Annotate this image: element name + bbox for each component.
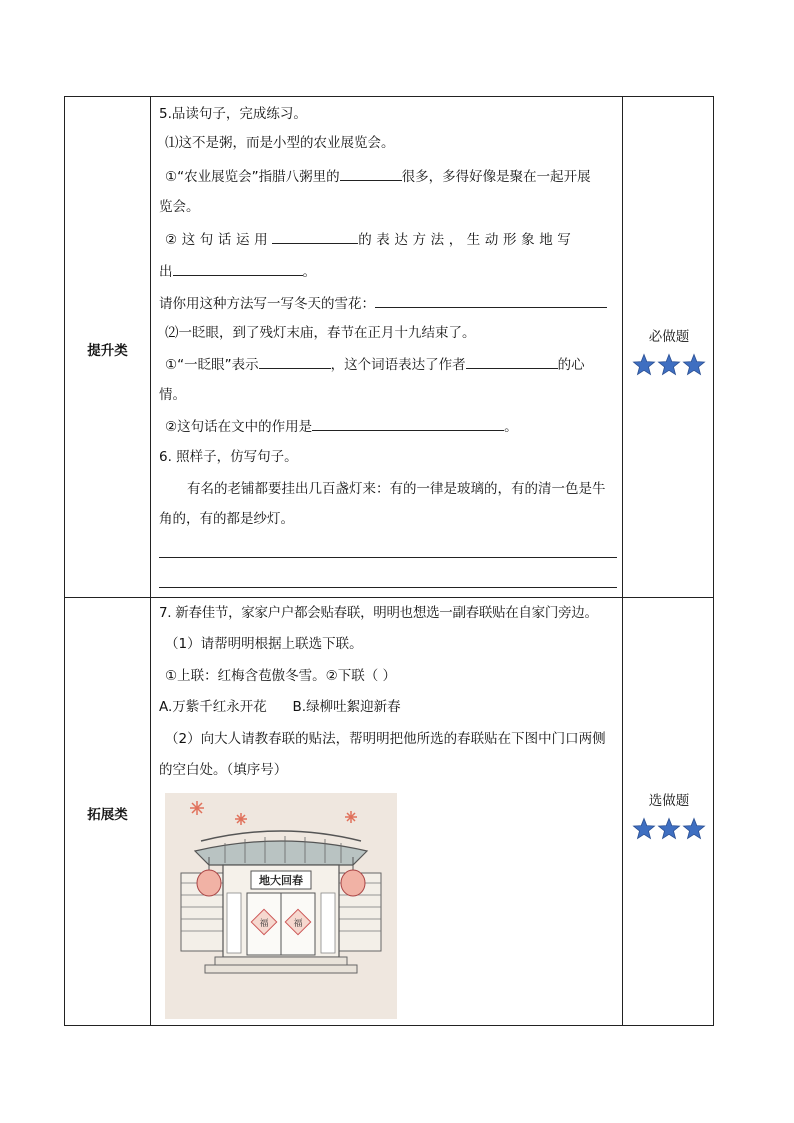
question-line: （1）请帮明明根据上联选下联。 [165,636,363,652]
star-icon [632,817,656,841]
star-rating [623,817,715,841]
couplet-blank-left[interactable] [227,893,241,953]
category-label: 提升类 [87,343,128,359]
firework-icon [190,801,204,815]
door-char: 福 [293,919,303,929]
answer-line[interactable] [159,557,617,558]
couplet-blank-right[interactable] [321,893,335,953]
column-divider [622,97,623,1025]
question-line: 情。 [159,387,186,403]
door-char: 福 [259,919,269,929]
difficulty-label: 必做题 [648,329,690,345]
question-line: ①上联：红梅含苞傲冬雪。②下联（ ） [165,668,396,684]
difficulty-label: 选做题 [648,793,690,809]
answer-blank[interactable] [173,261,303,276]
answer-blank[interactable] [312,416,504,431]
category-label: 拓展类 [87,807,128,823]
star-icon [682,817,706,841]
answer-line[interactable] [159,587,617,588]
example-sentence: 有名的老铺都要挂出几百盏灯来：有的一律是玻璃的，有的清一色是牛 [187,481,606,497]
question-line: ②这句话在文中的作用是 。 [165,416,518,437]
question-line: （2）向大人请教春联的贴法，帮明明把他所选的春联贴在下图中门口两侧 [165,731,606,747]
house-gate-picture [165,793,397,1019]
difficulty-cell [623,789,715,841]
plaque-text: 地大回春 [259,874,303,887]
column-divider [150,97,151,1025]
answer-blank[interactable] [375,293,607,308]
row-divider [65,597,713,598]
answer-blank[interactable] [272,229,358,244]
star-icon [632,353,656,377]
question-line: ⑵一眨眼，到了残灯末庙，春节在正月十九结束了。 [165,325,476,341]
question-line: ①“一眨眼”表示 ，这个词语表达了作者 的心 [165,354,585,375]
question-line: ①“农业展览会”指腊八粥里的 很多，多得好像是聚在一起开展 [165,166,591,187]
answer-options: A.万紫千红永开花 B.绿柳吐絮迎新春 [159,699,401,715]
question-title: 5.品读句子，完成练习。 [159,106,307,122]
worksheet-table [64,96,714,1026]
example-sentence: 角的，有的都是纱灯。 [159,511,294,527]
question-title: 6. 照样子，仿写句子。 [159,449,298,465]
question-line: 请你用这种方法写一写冬天的雪花： [159,293,607,314]
question-line: 的空白处。（填序号） [159,762,288,778]
difficulty-cell [623,325,715,377]
star-icon [657,353,681,377]
question-line: 览会。 [159,199,200,215]
answer-blank[interactable] [340,166,402,181]
star-rating [623,353,715,377]
star-icon [657,817,681,841]
question-title: 7. 新春佳节，家家户户都会贴春联，明明也想选一副春联贴在自家门旁边。 [159,605,598,621]
answer-blank[interactable] [466,354,558,369]
question-line: ⑴这不是粥，而是小型的农业展览会。 [165,135,395,151]
question-line: ②这句话运用 的表达方法，生动形象地写 [165,229,575,250]
question-line: 出 。 [159,261,316,282]
star-icon [682,353,706,377]
answer-blank[interactable] [259,354,331,369]
